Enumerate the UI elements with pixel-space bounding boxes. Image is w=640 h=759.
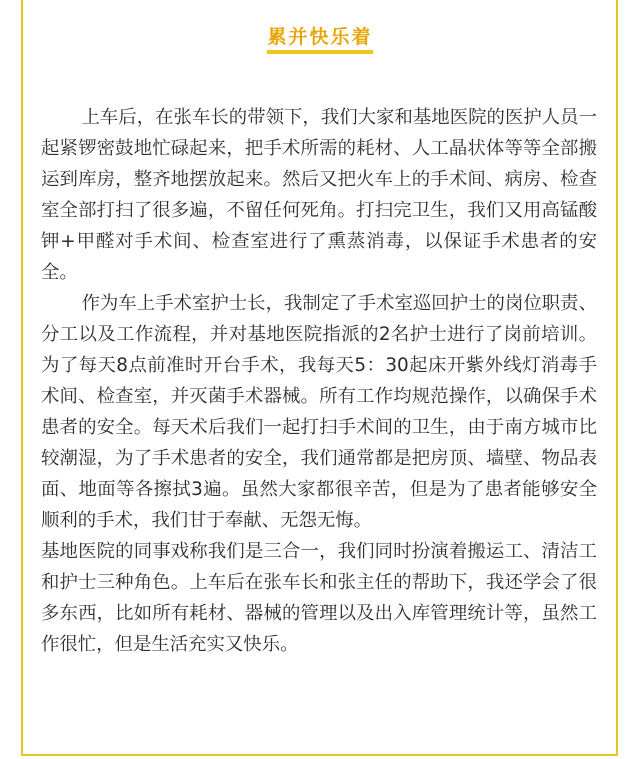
title-area (0, 26, 640, 54)
paragraph-2: 作为车上手术室护士长，我制定了手术室巡回护士的岗位职责、分工以及工作流程，并对基地医院指派的2名护士进行了岗前培训。为了每天8点前准时开台手术，我每天5：30起床开紫外线灯消毒手术间、检查室，并灭菌手术器械。所有工作均规范操作，以确保手术患者的安全。每天术后我们一起打扫手术间的卫生，由于南方城市比较潮湿，为了手术患者的安全，我们通常都是把房顶、墙壁、物品表面、地面等各擦拭3遍。虽然大家都很辛苦，但是为了患者能够安全顺利的手术，我们甘于奉献、无怨无悔。 (41, 293, 597, 531)
paragraph-1: 上车后，在张车长的带领下，我们大家和基地医院的医护人员一起紧锣密鼓地忙碌起来，把手术所需的耗材、人工晶状体等等全部搬运到库房，整齐地摆放起来。然后又把火车上的手术间、病房、检查室全部打扫了很多遍，不留任何死角。打扫完卫生，我们又用高锰酸钾+甲醛对手术间、检查室进行了熏蒸消毒，以保证手术患者的安全。 (41, 107, 597, 283)
article-body (41, 102, 597, 660)
article-title: 累并快乐着 (267, 26, 372, 54)
paragraph-3: 基地医院的同事戏称我们是三合一，我们同时扮演着搬运工、清洁工和护士三种角色。上车后在张车长和张主任的帮助下，我还学会了很多东西，比如所有耗材、器械的管理以及出入库管理统计等，虽然工作很忙，但是生活充实又快乐。 (41, 541, 597, 655)
